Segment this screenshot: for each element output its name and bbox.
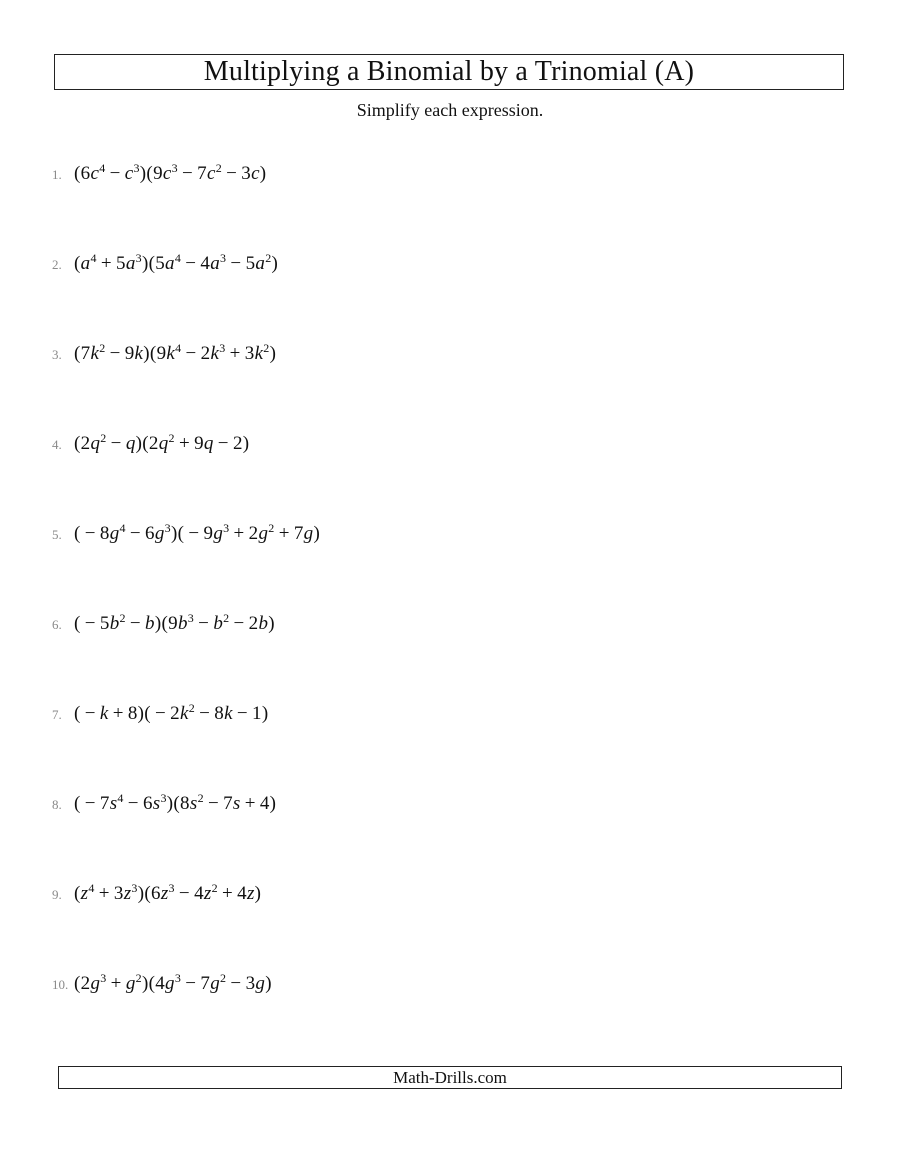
problem-expression: ( − $5b^2 - b)(9b^3 - b^2 - 2b)$ [74,610,275,634]
problem-expression: ( − $8g^4 - 6g^3)( - 9g^3 + 2g^2 + 7g)$ [74,520,321,544]
problem-item [52,520,321,545]
problem-item [52,160,267,185]
problem-item [52,880,262,905]
worksheet-title: Multiplying a Binomial by a Trinomial (A) [203,56,695,87]
problem-expression: $(z^4 + 3z^3)(6z^3 - 4z^2 + 4z)$ [74,880,262,904]
problem-item [52,340,277,365]
instruction-text: Simplify each expression. [356,100,544,120]
problem-number: 7. [52,707,62,722]
problem-expression: $(2q^2 - q)(2q^2 + 9q - 2)$ [74,430,250,454]
problem-number: 5. [52,527,62,542]
problem-number: 3. [52,347,62,362]
problem-expression: $(a^4 + 5a^3)(5a^4 - 4a^3 - 5a^2)$ [74,250,279,274]
problem-number: 10. [52,977,69,992]
problem-expression: $(2g^3 + g^2)(4g^3 - 7g^2 - 3g)$ [74,970,272,994]
footer-site-name: Math-Drills.com [393,1068,507,1087]
problem-number: 9. [52,887,62,902]
problem-item [52,430,250,455]
problem-item [52,250,279,275]
problem-number: 4. [52,437,62,452]
problem-item [52,970,272,995]
problem-item [52,610,275,635]
problem-expression: $(6c^4 - c^3)(9c^3 - 7c^2 - 3c)$ [74,160,267,184]
problem-expression: $(7k^2 - 9k)(9k^4 - 2k^3 + 3k^2)$ [74,340,277,364]
problem-number: 2. [52,257,62,272]
problem-expression: ( − $k + 8)( - 2k^2 - 8k - 1)$ [74,700,269,724]
problem-expression: ( − $7s^4 - 6s^3)(8s^2 - 7s + 4)$ [74,790,277,814]
problem-number: 8. [52,797,62,812]
footer-box [58,1066,842,1089]
problem-number: 6. [52,617,62,632]
problem-item [52,700,269,725]
problem-item [52,790,277,815]
problem-number: 1. [52,167,62,182]
